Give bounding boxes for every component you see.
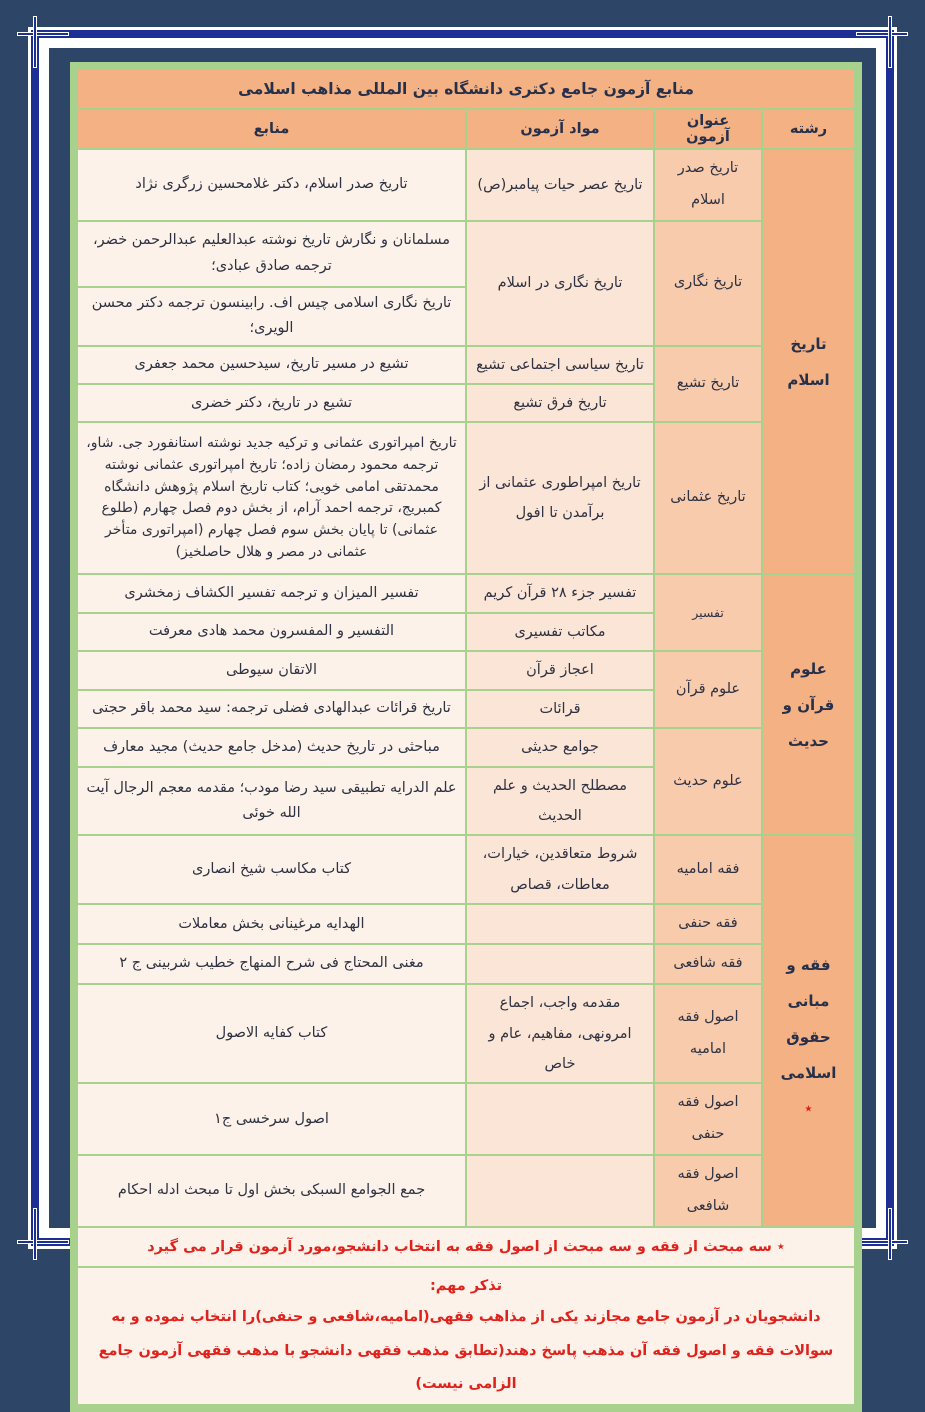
exam-title-cell: علوم قرآن [654,651,762,728]
source-cell: تاریخ صدر اسلام، دکتر غلامحسین زرگری نژاد [77,149,466,221]
field-cell: تاریخ اسلام [762,149,855,574]
source-cell: تشیع در تاریخ، دکتر خضری [77,384,466,422]
source-cell: تاریخ قرائات عبدالهادی فضلی ترجمه: سید محمد باقر حجتی [77,690,466,728]
frame-corner-ornament [18,1209,68,1259]
exam-resources-table [70,62,862,1412]
column-header-exam-materials: مواد آزمون [466,109,654,149]
source-cell: مسلمانان و نگارش تاریخ نوشته عبدالعلیم عبدالرحمن خضر، ترجمه صادق عبادی؛ [77,221,466,287]
source-cell: کتاب مکاسب شیخ انصاری [77,835,466,904]
material-cell [466,944,654,984]
exam-title-cell: تاریخ عثمانی [654,422,762,574]
exam-title-cell: تاریخ نگاری [654,221,762,346]
source-cell: التفسیر و المفسرون محمد هادی معرفت [77,613,466,651]
material-cell [466,1083,654,1155]
material-cell [466,1155,654,1227]
source-cell: علم الدرایه تطبیقی سید رضا مودب؛ مقدمه معجم الرجال آیت الله خوئی [77,767,466,836]
material-cell [466,904,654,944]
footnote-exam-selection: ٭ سه مبحث از فقه و سه مبحث از اصول فقه به انتخاب دانشجو،مورد آزمون قرار می گیرد [77,1227,855,1267]
material-cell: اعجاز قرآن [466,651,654,689]
field-cell [762,835,855,1227]
exam-title-cell: علوم حدیث [654,728,762,835]
material-cell: تاریخ نگاری در اسلام [466,221,654,346]
exam-title-cell: اصول فقه شافعی [654,1155,762,1227]
material-cell: تاریخ امپراطوری عثمانی از برآمدن تا افول [466,422,654,574]
source-cell: الاتقان سیوطی [77,651,466,689]
exam-title-cell: تاریخ صدر اسلام [654,149,762,221]
source-cell: جمع الجوامع السبکی بخش اول تا مبحث ادله احکام [77,1155,466,1227]
source-cell: اصول سرخسی ج۱ [77,1083,466,1155]
footnote-important-notice [77,1267,855,1405]
source-cell: تاریخ امپراتوری عثمانی و ترکیه جدید نوشته استانفورد جی. شاو، ترجمه محمود رمضان زاده؛ تاریخ امپراتوری عثمانی نوشته محمدتقی امامی خویی؛ کتاب تاریخ اسلام پژوهش دانشگاه کمبریج، ترجمه احمد آرام، از بخش دوم فصل چهارم (طلوع عثمانی) تا پایان بخش سوم فصل چهارم (امپراتوری متأخر عثمانی در مصر و هلال حاصلخیز) [77,422,466,574]
frame-corner-ornament [857,17,907,67]
material-cell: مقدمه واجب، اجماع امرونهی، مفاهیم، عام و خاص [466,984,654,1083]
exam-title-cell: فقه حنفی [654,904,762,944]
exam-title-cell: فقه شافعی [654,944,762,984]
material-cell: تاریخ سیاسی اجتماعی تشیع [466,346,654,384]
exam-title-cell: اصول فقه امامیه [654,984,762,1083]
column-header-exam-title: عنوان آزمون [654,109,762,149]
column-header-field: رشته [762,109,855,149]
material-cell: شروط متعاقدین، خیارات، معاطات، قصاص [466,835,654,904]
source-cell: مباحثی در تاریخ حدیث (مدخل جامع حدیث) مجید معارف [77,728,466,766]
material-cell: قرائات [466,690,654,728]
source-cell: تفسیر المیزان و ترجمه تفسیر الکشاف زمخشری [77,574,466,612]
frame-corner-ornament [18,17,68,67]
material-cell: تفسیر جزء ۲۸ قرآن کریم [466,574,654,612]
frame-corner-ornament [857,1209,907,1259]
material-cell: مکاتب تفسیری [466,613,654,651]
source-cell: کتاب کفایه الاصول [77,984,466,1083]
exam-title-cell: تاریخ تشیع [654,346,762,423]
exam-title-cell: فقه امامیه [654,835,762,904]
exam-title-cell: اصول فقه حنفی [654,1083,762,1155]
material-cell: جوامع حدیثی [466,728,654,766]
field-cell: علوم قرآن و حدیث [762,574,855,835]
column-header-sources: منابع [77,109,466,149]
footnote-mark: ٭ [804,1098,813,1117]
material-cell: مصطلح الحدیث و علم الحدیث [466,767,654,836]
footnote-title: تذکر مهم: [429,1278,503,1294]
material-cell: تاریخ عصر حیات پیامبر(ص) [466,149,654,221]
source-cell: تاریخ نگاری اسلامی چیس اف. رابینسون ترجمه دکتر محسن الویری؛ [77,287,466,346]
source-cell: الهدایه مرغینانی بخش معاملات [77,904,466,944]
footnote-body: دانشجویان در آزمون جامع مجازند یکی از مذاهب فقهی(امامیه،شافعی و حنفی)را انتخاب نموده و به سوالات فقه و اصول فقه آن مذهب پاسخ دهند(تطابق مذهب فقهی دانشجو با مذهب فقهی آزمون جامع الزامی نیست) [98,1309,834,1393]
source-cell: مغنی المحتاج فی شرح المنهاج خطیب شربینی ج ۲ [77,944,466,984]
exam-title-cell: تفسیر [654,574,762,651]
field-label: فقه و مبانی حقوق اسلامی [780,955,837,1082]
source-cell: تشیع در مسیر تاریخ، سیدحسین محمد جعفری [77,346,466,384]
table-title: منابع آزمون جامع دکتری دانشگاه بین المللی مذاهب اسلامی [77,69,855,109]
material-cell: تاریخ فرق تشیع [466,384,654,422]
